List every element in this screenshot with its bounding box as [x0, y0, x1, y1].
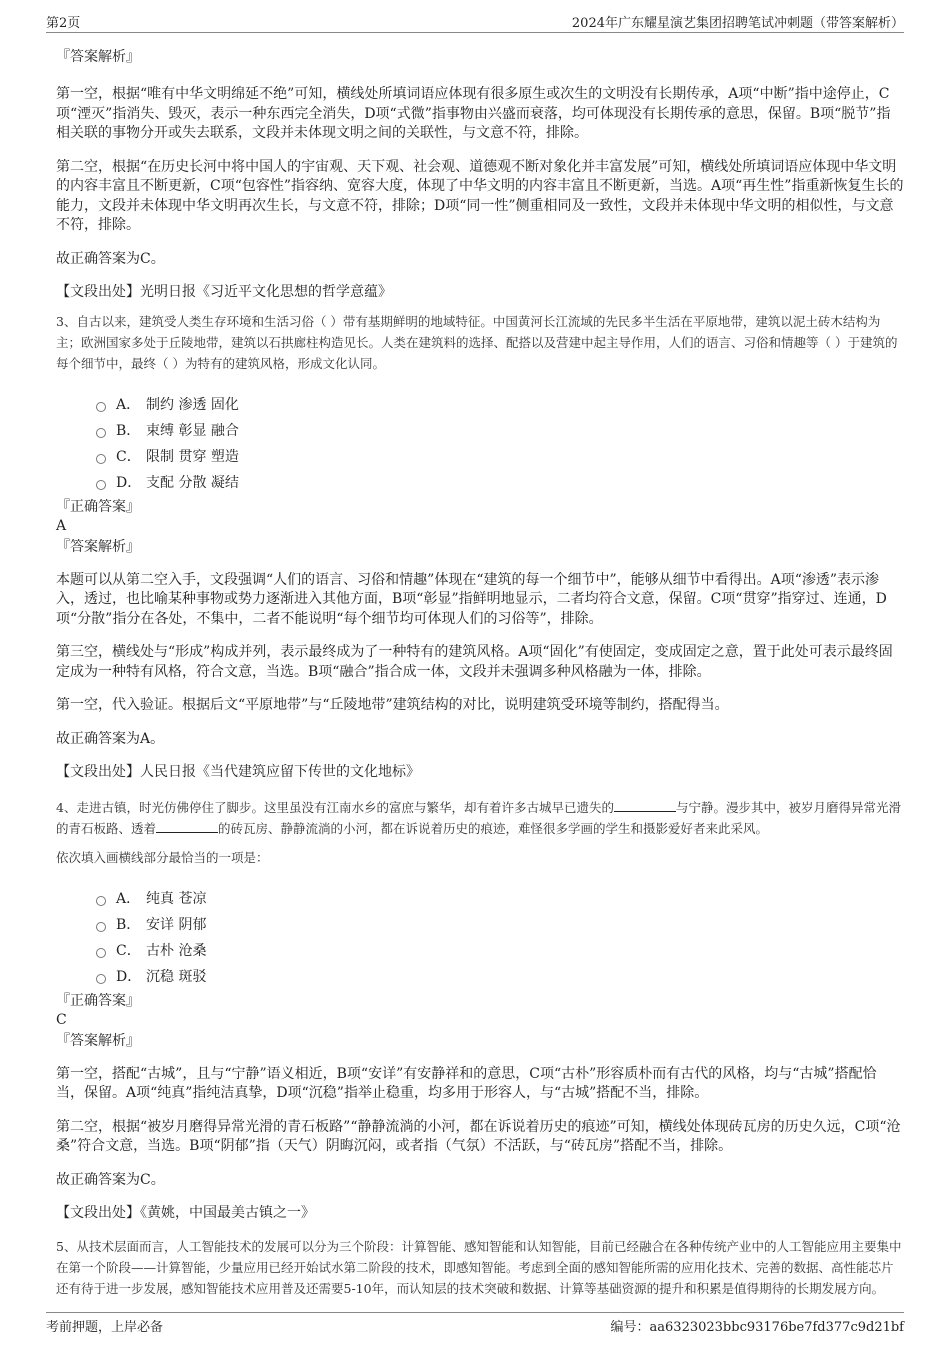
option-list — [56, 886, 904, 990]
analysis-paragraph: 第一空，搭配“古城”，且与“宁静”语义相近，B项“安详”有安静祥和的意思，C项“古朴”形容质朴而有古代的风格，均与“古城”搭配恰当，保留。A项“纯真”指纯洁真挚，D项“沉稳”指举止稳重，均多用于形容人，与“古城”搭配不当，排除。 — [56, 1065, 877, 1101]
source-citation: 【文段出处】《黄姚，中国最美古镇之一》 — [56, 1205, 315, 1221]
correct-answer: C — [56, 1011, 67, 1028]
footer-document-id: 编号：aa6323023bbc93176be7fd377c9d21bf — [610, 1320, 904, 1335]
question-stem: 5、从技术层面而言，人工智能技术的发展可以分为三个阶段：计算智能、感知智能和认知智能，目前已经融合在各种传统产业中的人工智能应用主要集中在第一个阶段——计算智能，少量应用已经开始试水第二阶段的技术，即感知智能。考虑到全面的感知智能所需的应用化技术、完善的数据、高性能芯片还有待于进一步发展，感知智能技术应用普及还需要5-10年，而认知层的技术突破和数据、计算等基础资源的提升和积累是值得期待的长期发展方向。 — [56, 1238, 902, 1296]
option-b[interactable]: B． 束缚 彰显 融合 — [96, 418, 904, 444]
radio-icon[interactable] — [96, 974, 106, 984]
fill-blank — [614, 799, 676, 812]
answer-conclusion: 故正确答案为C。 — [56, 250, 165, 267]
radio-icon[interactable] — [96, 922, 106, 932]
analysis-paragraph: 第三空，横线处与“形成”构成并列，表示最终成为了一种特有的建筑风格。A项“固化”有使固定，变成固定之意，置于此处可表示最终固定成为一种特有风格，符合文意，当选。B项“融合”指合成一体，文段并未强调多种风格融为一体，排除。 — [56, 644, 893, 680]
answer-conclusion: 故正确答案为C。 — [56, 1171, 165, 1188]
answer-conclusion: 故正确答案为A。 — [56, 730, 165, 747]
option-c[interactable]: C． 限制 贯穿 塑造 — [96, 444, 904, 470]
radio-icon[interactable] — [96, 454, 106, 464]
option-b[interactable]: B． 安详 阴郁 — [96, 912, 904, 938]
footer-slogan: 考前押题，上岸必备 — [46, 1320, 164, 1335]
question-instruction: 依次填入画横线部分最恰当的一项是： — [56, 849, 269, 865]
question-stem: 3、自古以来，建筑受人类生存环境和生活习俗（ ）带有基期鲜明的地域特征。中国黄河长江流域的先民多半生活在平原地带，建筑以泥土砖木结构为主；欧洲国家多处于丘陵地带，建筑以石拱廊柱构造见长。人类在建筑料的选择、配搭以及营建中起主导作用，人们的语言、习俗和情趣等（ ）于建筑的每个细节中，最终（ ）为特有的建筑风格，形成文化认同。 — [56, 313, 898, 371]
question-stem: 4、走进古镇，时光仿佛停住了脚步。这里虽没有江南水乡的富庶与繁华，却有着许多古城早已遗失的 与宁静。漫步其中，被岁月磨得异常光滑的青石板路、透着 的砖瓦房、静静流淌的小河，都在诉说着历史的痕迹，难怪很多学画的学生和摄影爱好者来此采风。 — [56, 799, 901, 836]
option-c[interactable]: C． 古朴 沧桑 — [96, 938, 904, 964]
analysis-label: 『答案解析』 — [56, 1032, 140, 1049]
page-footer — [46, 1312, 904, 1335]
option-d[interactable]: D． 支配 分散 凝结 — [96, 470, 904, 496]
fill-blank — [156, 820, 218, 833]
option-list — [56, 392, 904, 496]
correct-answer-label: 『正确答案』 — [56, 498, 140, 515]
analysis-paragraph: 第一空，根据“唯有中华文明绵延不绝”可知，横线处所填词语应体现有很多原生或次生的文明没有长期传承，A项“中断”指中途停止，C项“湮灭”指消失、毁灭，表示一种东西完全消失，D项“式微”指事物由兴盛而衰落，均可体现没有长期传承的意思，保留。B项“脱节”指相关联的事物分开或失去联系，文段并未体现文明之间的关联性，与文意不符，排除。 — [56, 86, 891, 141]
analysis-label: 『答案解析』 — [56, 538, 140, 555]
correct-answer-label: 『正确答案』 — [56, 992, 140, 1009]
analysis-paragraph: 本题可以从第二空入手，文段强调“人们的语言、习俗和情趣”体现在“建筑的每一个细节中”，能够从细节中看得出。A项“渗透”表示渗入，透过，也比喻某种事物或势力逐渐进入其他方面，B项“彰显”指鲜明地显示，二者均符合文意，保留。C项“贯穿”指穿过、连通，D项“分散”指分在各处，不集中，二者不能说明“每个细节均可体现人们的习俗等”，排除。 — [56, 571, 887, 627]
analysis-label: 『答案解析』 — [56, 49, 140, 65]
option-d[interactable]: D． 沉稳 斑驳 — [96, 964, 904, 990]
radio-icon[interactable] — [96, 402, 106, 412]
option-a[interactable]: A． 制约 渗透 固化 — [96, 392, 904, 418]
document-title: 2024年广东耀星演艺集团招聘笔试冲刺题（带答案解析） — [571, 16, 904, 31]
radio-icon[interactable] — [96, 896, 106, 906]
page-number: 第2页 — [46, 16, 81, 31]
option-a[interactable]: A． 纯真 苍凉 — [96, 886, 904, 912]
source-citation: 【文段出处】光明日报《习近平文化思想的哲学意蕴》 — [56, 284, 392, 300]
analysis-paragraph: 第二空，根据“被岁月磨得异常光滑的青石板路”“静静流淌的小河，都在诉说着历史的痕迹”可知，横线处体现砖瓦房的历史久远，C项“沧桑”符合文意，当选。B项“阴郁”指（天气）阴晦沉闷，或者指（气氛）不活跃，与“砖瓦房”搭配不当，排除。 — [56, 1118, 901, 1154]
analysis-paragraph: 第二空，根据“在历史长河中将中国人的宇宙观、天下观、社会观、道德观不断对象化并丰富发展”可知，横线处所填词语应体现中华文明的内容丰富且不断更新，C项“包容性”指容纳、宽容大度，体现了中华文明的内容丰富且不断更新，当选。A项“再生性”指重新恢复生长的能力，文段并未体现中华文明再次生长，与文意不符，排除；D项“同一性”侧重相同及一致性，文段并未体现中华文明的相似性，与文意不符，排除。 — [56, 158, 904, 233]
analysis-paragraph: 第一空，代入验证。根据后文“平原地带”与“丘陵地带”建筑结构的对比，说明建筑受环境等制约，搭配得当。 — [56, 697, 729, 713]
radio-icon[interactable] — [96, 428, 106, 438]
radio-icon[interactable] — [96, 480, 106, 490]
document-body — [56, 44, 904, 1299]
correct-answer: A — [56, 517, 67, 534]
radio-icon[interactable] — [96, 948, 106, 958]
source-citation: 【文段出处】人民日报《当代建筑应留下传世的文化地标》 — [56, 764, 420, 780]
page-header — [46, 12, 904, 33]
